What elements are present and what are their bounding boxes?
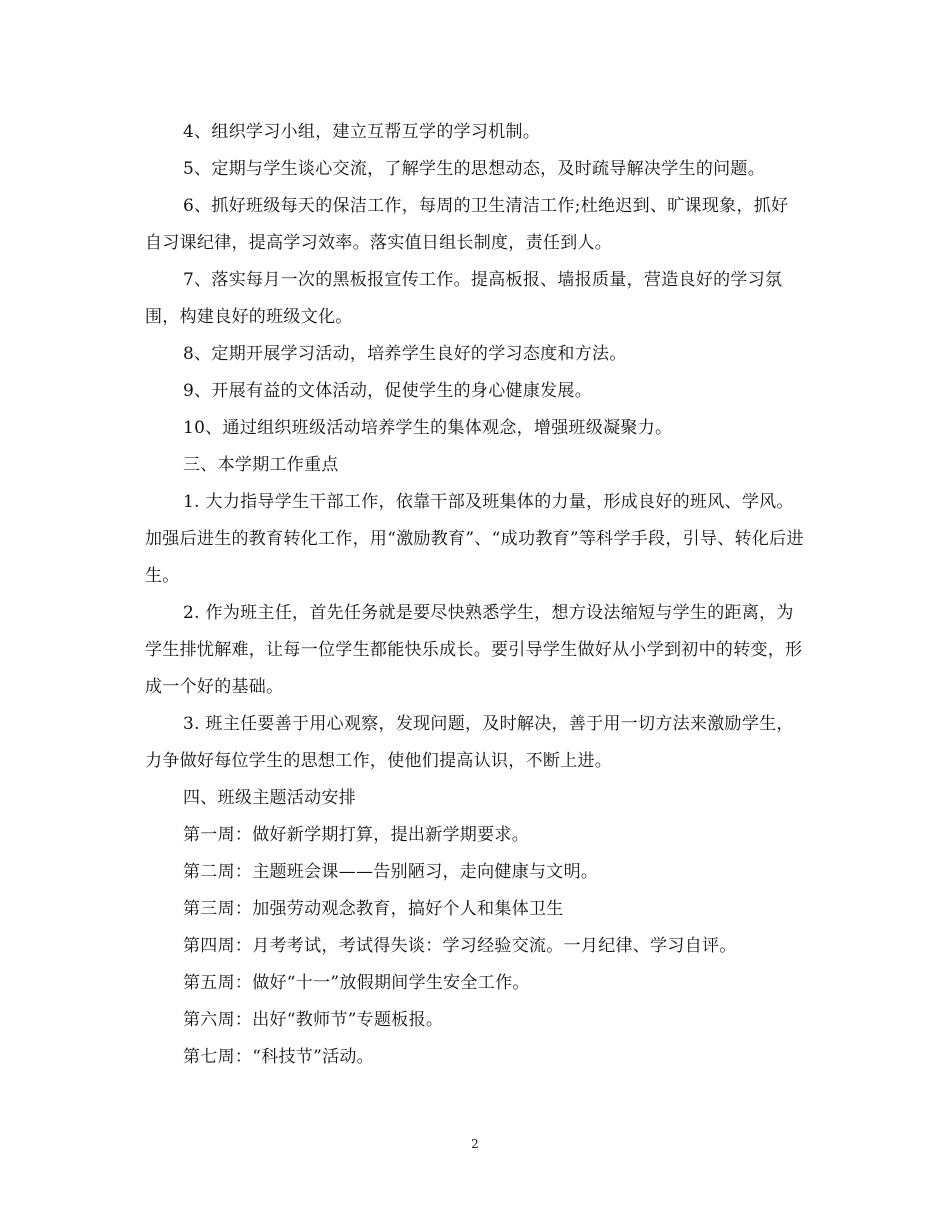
page-number: 2 — [471, 1137, 479, 1151]
section-heading-activities: 四、班级主题活动安排 — [183, 788, 356, 808]
list-item: 6、抓好班级每天的保洁工作，每周的卫生清洁工作;杜绝迟到、旷课现象，抓好自习课纪律，提高学习效率。落实值日组长制度，责任到人。 — [145, 196, 789, 253]
list-item: 10、通过组织班级活动培养学生的集体观念，增强班级凝聚力。 — [183, 418, 673, 438]
work-focus-item: 2. 作为班主任，首先任务就是要尽快熟悉学生，想方设法缩短与学生的距离，为学生排忧解难，让每一位学生都能快乐成长。要引导学生做好从小学到初中的转变，形成一个好的基础。 — [145, 603, 803, 697]
week-item: 第七周：“科技节”活动。 — [183, 1047, 374, 1067]
work-focus-item: 1. 大力指导学生干部工作，依靠干部及班集体的力量，形成良好的班风、学风。加强后进生的教育转化工作，用“激励教育”、“成功教育”等科学手段，引导、转化后进生。 — [145, 492, 804, 586]
list-item: 4、组织学习小组，建立互帮互学的学习机制。 — [183, 122, 541, 142]
week-item: 第一周：做好新学期打算，提出新学期要求。 — [183, 825, 529, 845]
document-body — [145, 114, 805, 1076]
week-item: 第五周：做好“十一”放假期间学生安全工作。 — [183, 973, 530, 993]
week-item: 第三周：加强劳动观念教育，搞好个人和集体卫生 — [183, 899, 564, 919]
list-item: 7、落实每月一次的黑板报宣传工作。提高板报、墙报质量，营造良好的学习氛围，构建良好的班级文化。 — [145, 270, 783, 327]
week-item: 第四周：月考考试，考试得失谈：学习经验交流。一月纪律、学习自评。 — [183, 936, 737, 956]
list-item: 5、定期与学生谈心交流，了解学生的思想动态，及时疏导解决学生的问题。 — [183, 159, 766, 179]
work-focus-item: 3. 班主任要善于用心观察，发现问题，及时解决，善于用一切方法来激励学生，力争做好每位学生的思想工作，使他们提高认识，不断上进。 — [145, 714, 794, 771]
list-item: 9、开展有益的文体活动，促使学生的身心健康发展。 — [183, 381, 593, 401]
section-heading-work-focus: 三、本学期工作重点 — [183, 455, 339, 475]
week-item: 第六周：出好“教师节”专题板报。 — [183, 1010, 444, 1030]
list-item: 8、定期开展学习活动，培养学生良好的学习态度和方法。 — [183, 344, 627, 364]
week-item: 第二周：主题班会课——告别陋习，走向健康与文明。 — [183, 862, 599, 882]
